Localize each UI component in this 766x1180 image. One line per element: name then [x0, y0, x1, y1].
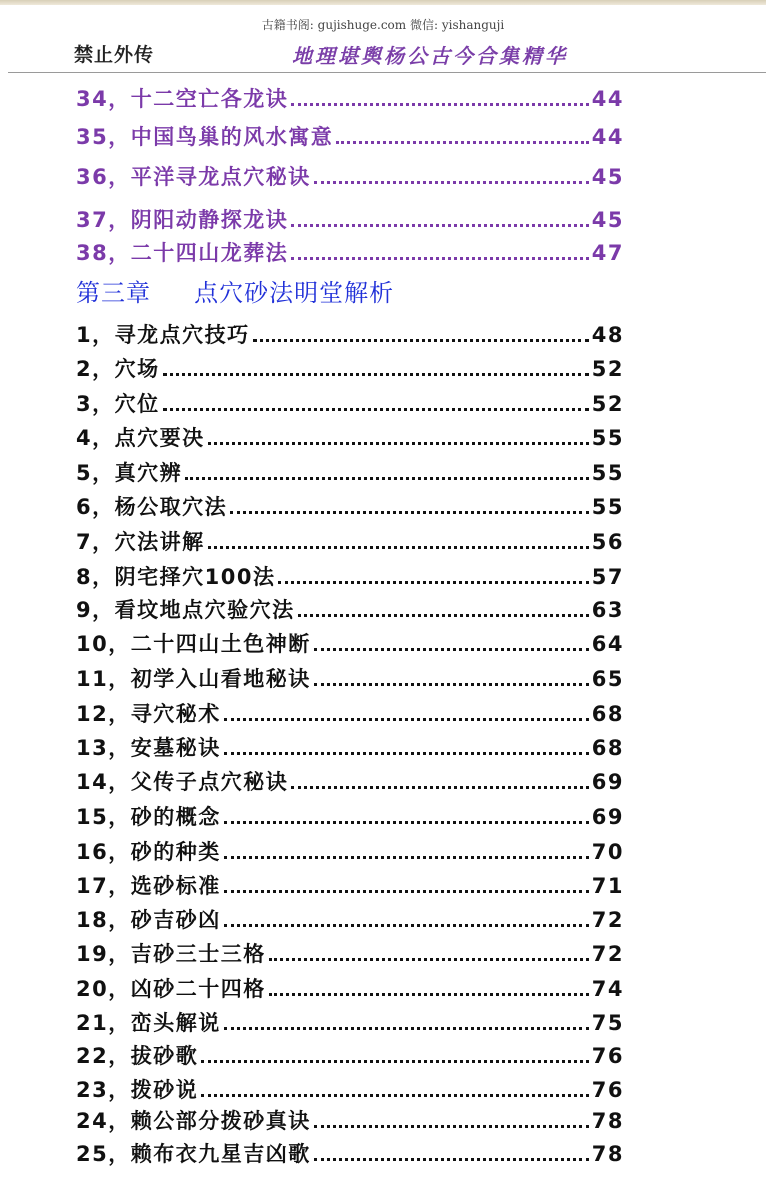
toc-entry-title: 14，父传子点穴秘诀 [76, 770, 289, 794]
toc-leader-dots [224, 856, 589, 859]
toc-entry-page: 76 [591, 1078, 624, 1102]
toc-leader-dots [269, 993, 589, 996]
toc-entry-title: 19，吉砂三士三格 [76, 942, 266, 966]
toc-entry-page: 56 [591, 530, 624, 554]
toc-entry[interactable] [76, 82, 624, 112]
toc-entry-title: 15，砂的概念 [76, 805, 221, 829]
toc-entry[interactable] [76, 1006, 624, 1036]
toc-entry-title: 35，中国鸟巢的风水寓意 [76, 125, 334, 149]
toc-entry[interactable] [76, 697, 624, 727]
toc-entry-page: 47 [591, 241, 624, 265]
toc-leader-dots [291, 786, 589, 789]
toc-entry-title: 10，二十四山土色神断 [76, 632, 311, 656]
toc-entry[interactable] [76, 1039, 624, 1069]
toc-leader-dots [314, 1125, 589, 1128]
toc-entry-page: 78 [591, 1109, 624, 1133]
toc-entry-page: 52 [591, 392, 624, 416]
toc-entry-page: 72 [591, 942, 624, 966]
toc-entry-page: 44 [591, 125, 624, 149]
toc-leader-dots [314, 648, 589, 651]
toc-entry-page: 74 [591, 977, 624, 1001]
toc-leader-dots [291, 224, 589, 227]
toc-entry[interactable] [76, 352, 624, 382]
toc-entry-title: 5，真穴辨 [76, 461, 183, 485]
toc-entry-title: 8，阴宅择穴100法 [76, 565, 276, 589]
toc-entry[interactable] [76, 903, 624, 933]
toc-entry-page: 55 [591, 461, 624, 485]
toc-leader-dots [201, 1094, 589, 1097]
toc-entry[interactable] [76, 236, 624, 266]
header-title: 地理堪舆杨公古今合集精华 [292, 44, 568, 68]
toc-entry-page: 65 [591, 667, 624, 691]
toc-entry[interactable] [76, 765, 624, 795]
toc-entry-title: 12，寻穴秘术 [76, 702, 221, 726]
toc-entry-title: 9，看坟地点穴验穴法 [76, 598, 295, 622]
toc-leader-dots [208, 546, 589, 549]
toc-entry[interactable] [76, 1073, 624, 1103]
toc-entry-page: 55 [591, 426, 624, 450]
toc-entry[interactable] [76, 662, 624, 692]
toc-entry-title: 23，拨砂说 [76, 1078, 199, 1102]
toc-entry-page: 71 [591, 874, 624, 898]
toc-leader-dots [278, 581, 588, 584]
toc-entry[interactable] [76, 490, 624, 520]
toc-leader-dots [185, 477, 589, 480]
toc-leader-dots [314, 181, 589, 184]
toc-entry[interactable] [76, 120, 624, 150]
chapter-heading: 第三章 点穴砂法明堂解析 [76, 279, 395, 307]
toc-entry[interactable] [76, 1104, 624, 1134]
toc-entry-page: 48 [591, 323, 624, 347]
toc-entry[interactable] [76, 731, 624, 761]
toc-leader-dots [224, 821, 589, 824]
toc-entry-title: 36，平洋寻龙点穴秘诀 [76, 165, 311, 189]
toc-leader-dots [224, 924, 589, 927]
toc-entry-title: 21，峦头解说 [76, 1011, 221, 1035]
top-strip [0, 0, 766, 5]
toc-entry[interactable] [76, 593, 624, 623]
toc-entry-title: 34，十二空亡各龙诀 [76, 87, 289, 111]
toc-entry[interactable] [76, 937, 624, 967]
toc-entry[interactable] [76, 456, 624, 486]
toc-entry-title: 25，赖布衣九星吉凶歌 [76, 1142, 311, 1166]
toc-entry-title: 16，砂的种类 [76, 840, 221, 864]
toc-entry-page: 45 [591, 208, 624, 232]
toc-leader-dots [314, 683, 589, 686]
toc-entry-page: 70 [591, 840, 624, 864]
toc-leader-dots [208, 442, 589, 445]
toc-entry[interactable] [76, 421, 624, 451]
toc-entry-title: 1，寻龙点穴技巧 [76, 323, 250, 347]
toc-entry-title: 24，赖公部分拨砂真诀 [76, 1109, 311, 1133]
toc-leader-dots [269, 958, 589, 961]
toc-leader-dots [314, 1158, 589, 1161]
toc-entry-page: 69 [591, 805, 624, 829]
toc-entry-title: 11，初学入山看地秘诀 [76, 667, 311, 691]
toc-leader-dots [201, 1060, 589, 1063]
toc-entry-title: 4，点穴要决 [76, 426, 205, 450]
toc-entry[interactable] [76, 160, 624, 190]
toc-entry[interactable] [76, 525, 624, 555]
toc-entry-page: 63 [591, 598, 624, 622]
toc-entry-page: 68 [591, 702, 624, 726]
toc-leader-dots [163, 373, 589, 376]
toc-entry-title: 17，选砂标准 [76, 874, 221, 898]
toc-entry[interactable] [76, 800, 624, 830]
toc-entry[interactable] [76, 627, 624, 657]
toc-leader-dots [224, 752, 589, 755]
toc-entry[interactable] [76, 387, 624, 417]
toc-entry[interactable] [76, 835, 624, 865]
toc-entry-page: 72 [591, 908, 624, 932]
toc-leader-dots [291, 257, 589, 260]
toc-leader-dots [298, 614, 589, 617]
header-rule [8, 72, 766, 73]
toc-entry-page: 68 [591, 736, 624, 760]
toc-entry[interactable] [76, 1137, 624, 1167]
toc-entry-page: 44 [591, 87, 624, 111]
toc-entry-title: 18，砂吉砂凶 [76, 908, 221, 932]
toc-entry-title: 6，杨公取穴法 [76, 495, 228, 519]
toc-entry-page: 64 [591, 632, 624, 656]
toc-entry[interactable] [76, 972, 624, 1002]
toc-entry-page: 52 [591, 357, 624, 381]
toc-leader-dots [224, 890, 589, 893]
toc-entry[interactable] [76, 318, 624, 348]
toc-leader-dots [224, 718, 589, 721]
toc-leader-dots [163, 408, 589, 411]
toc-entry-title: 22，拔砂歌 [76, 1044, 199, 1068]
toc-leader-dots [336, 141, 589, 144]
toc-entry-page: 78 [591, 1142, 624, 1166]
toc-entry-title: 37，阴阳动静探龙诀 [76, 208, 289, 232]
toc-entry-title: 13，安墓秘诀 [76, 736, 221, 760]
toc-entry-title: 2，穴场 [76, 357, 160, 381]
toc-entry-title: 20，凶砂二十四格 [76, 977, 266, 1001]
toc-entry-page: 55 [591, 495, 624, 519]
toc-entry-title: 3，穴位 [76, 392, 160, 416]
toc-entry-page: 45 [591, 165, 624, 189]
toc-entry-title: 7，穴法讲解 [76, 530, 205, 554]
toc-entry-page: 76 [591, 1044, 624, 1068]
toc-entry-page: 75 [591, 1011, 624, 1035]
toc-entry-page: 57 [591, 565, 624, 589]
toc-entry[interactable] [76, 869, 624, 899]
toc-leader-dots [224, 1027, 589, 1030]
toc-leader-dots [253, 339, 589, 342]
toc-entry[interactable] [76, 560, 624, 590]
toc-leader-dots [230, 511, 589, 514]
toc-entry-title: 38，二十四山龙葬法 [76, 241, 289, 265]
toc-entry[interactable] [76, 203, 624, 233]
toc-entry-page: 69 [591, 770, 624, 794]
watermark: 古籍书阁: gujishuge.com 微信: yishanguji [261, 18, 505, 32]
toc-leader-dots [291, 103, 589, 106]
header-left-label: 禁止外传 [74, 44, 155, 66]
